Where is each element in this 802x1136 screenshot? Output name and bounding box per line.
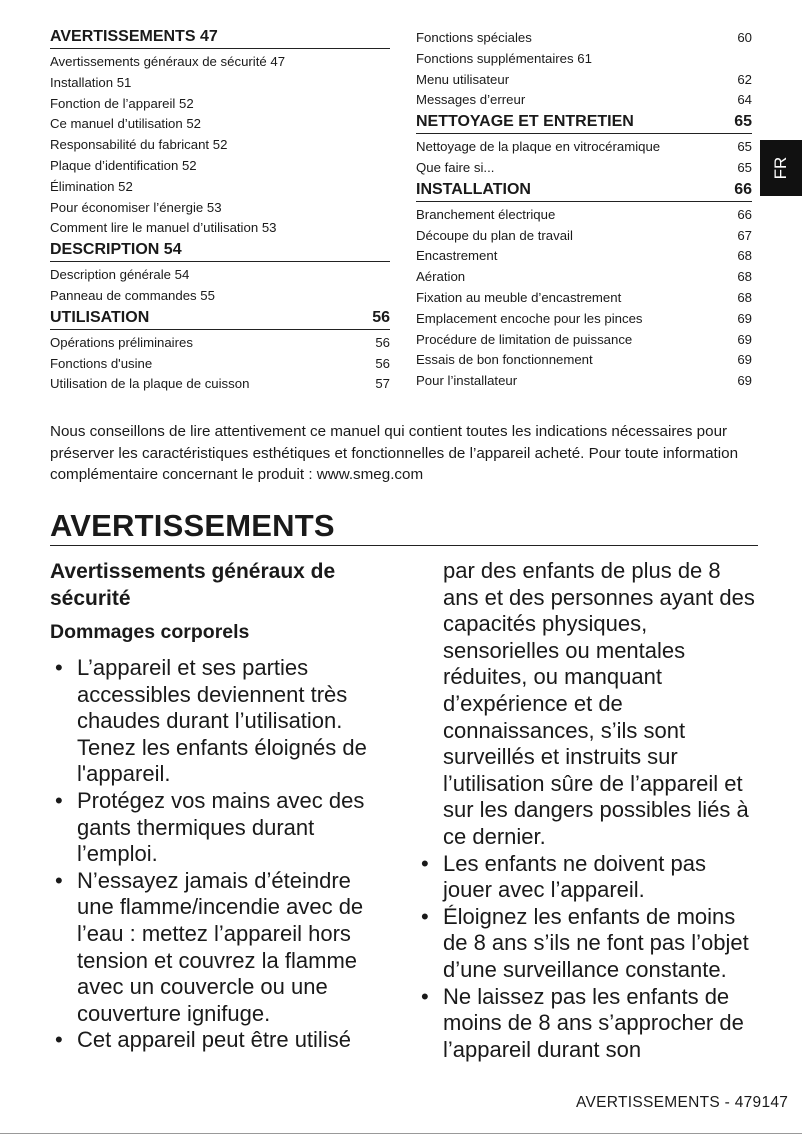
toc-title: Plaque d’identification 52 (50, 157, 197, 173)
bullet-item: • N’essayez jamais d’éteindre une flamme/incendie avec de l’eau : mettez l’appareil hors tension et couvrez la flamme avec un couvercle ou une couverture ignifuge. (50, 868, 390, 1028)
toc-entry (50, 354, 390, 375)
intro-paragraph: Nous conseillons de lire attentivement ce manuel qui contient toutes les indications nécessaires pour préserver les caractéristiques esthétiques et fonctionnelles de l’appareil acheté. Pour toute information complémentaire concernant le produit : www.smeg.com (50, 423, 739, 483)
toc-entry (50, 94, 390, 115)
subsection-title: Avertissements généraux de sécurité (50, 560, 336, 610)
continued-paragraph: par des enfants de plus de 8 ans et des personnes ayant des capacités physiques, sensorielles ou mentales réduites, ou manquant d’expérience et de connaissances, s’ils sont surveillés et instruits sur l’utilisation sûre de l’appareil et sur les dangers possibles liés à ce dernier. (443, 558, 755, 849)
toc-title: Fonctions supplémentaires 61 (416, 50, 592, 66)
toc-title: Fonction de l’appareil 52 (50, 95, 194, 111)
toc-entry (416, 330, 752, 351)
toc-title: Essais de bon fonctionnement (416, 352, 593, 368)
toc-title: DESCRIPTION 54 (50, 241, 182, 259)
toc-entry (416, 205, 752, 226)
toc-entry (416, 158, 752, 179)
toc-entry (416, 90, 752, 111)
toc-page-number: 64 (737, 92, 752, 108)
toc-page-number: 68 (737, 269, 752, 285)
toc-page-number (360, 52, 390, 73)
toc-page-number: 57 (375, 376, 390, 392)
bullet-item: • Cet appareil peut être utilisé (50, 1027, 390, 1054)
toc-entry (50, 135, 390, 156)
toc-title: Fonctions d'usine (50, 355, 153, 371)
toc-title: Responsabilité du fabricant 52 (50, 137, 228, 153)
toc-title: Procédure de limitation de puissance (416, 331, 633, 347)
toc-entry (50, 286, 390, 307)
toc-page-number: 62 (737, 71, 752, 87)
toc-entry (416, 137, 752, 158)
toc-page-number: 68 (737, 248, 752, 264)
bullet-item: • Les enfants ne doivent pas jouer avec l’appareil. (416, 851, 756, 904)
toc-section-heading (50, 28, 390, 49)
toc-page-number (360, 94, 390, 115)
toc-section-heading (416, 179, 752, 202)
toc-page-number: 69 (737, 373, 752, 389)
toc-page-number: 66 (734, 180, 752, 198)
toc-entry (50, 198, 390, 219)
toc-title: Utilisation de la plaque de cuisson (50, 376, 250, 392)
bullet-item: • L’appareil et ses parties accessibles deviennent très chaudes durant l’utilisation. Tenez les enfants éloignés de l'appareil. (50, 655, 390, 788)
toc-page-number: 66 (737, 206, 752, 222)
toc-page-number (360, 135, 390, 156)
toc-page-number (722, 49, 752, 70)
toc-title: Comment lire le manuel d’utilisation 53 (50, 220, 277, 236)
toc-title: Opérations préliminaires (50, 334, 193, 350)
toc-title: NETTOYAGE ET ENTRETIEN (416, 113, 634, 131)
toc-page-number (360, 28, 390, 46)
toc-left-column (50, 28, 390, 395)
toc-title: Que faire si... (416, 159, 495, 175)
toc-title: Aération (416, 269, 466, 285)
toc-title: Découpe du plan de travail (416, 227, 573, 243)
toc-page-number: 65 (734, 113, 752, 131)
toc-entry (50, 333, 390, 354)
toc-page-number: 65 (737, 139, 752, 155)
toc-title: Nettoyage de la plaque en vitrocéramique (416, 139, 661, 155)
toc-entry (416, 288, 752, 309)
toc-title: Fonctions spéciales (416, 30, 532, 45)
toc-entry (416, 267, 752, 288)
toc-page-number: 56 (375, 334, 390, 350)
toc-entry (50, 218, 390, 239)
toc-entry (50, 265, 390, 286)
toc-right-column (416, 28, 752, 392)
toc-title: AVERTISSEMENTS 47 (50, 28, 218, 45)
toc-entry (416, 350, 752, 371)
bullet-item: • Ne laissez pas les enfants de moins de 8 ans s’approcher de l’appareil durant son (416, 984, 756, 1064)
toc-title: INSTALLATION (416, 180, 531, 198)
right-text-column (416, 558, 756, 1063)
page-footer: AVERTISSEMENTS - 479147 (576, 1094, 789, 1111)
toc-entry (50, 52, 390, 73)
toc-page-number (360, 286, 390, 307)
bullet-item: • Protégez vos mains avec des gants thermiques durant l’emploi. (50, 788, 390, 868)
toc-entry (50, 177, 390, 198)
toc-title: Pour économiser l’énergie 53 (50, 199, 222, 215)
toc-page-number: 69 (737, 331, 752, 347)
toc-title: Encastrement (416, 248, 498, 264)
toc-title: Emplacement encoche pour les pinces (416, 310, 643, 326)
language-tab (760, 140, 802, 196)
toc-title: UTILISATION (50, 308, 150, 326)
toc-page-number (360, 265, 390, 286)
toc-entry (50, 156, 390, 177)
right-bullet-list (416, 851, 756, 1064)
toc-entry (416, 70, 752, 91)
toc-title: Menu utilisateur (416, 71, 510, 87)
toc-page-number: 68 (737, 289, 752, 305)
toc-title: Description générale 54 (50, 267, 190, 283)
toc-entry (416, 226, 752, 247)
toc-entry (416, 28, 752, 49)
toc-title: Fixation au meuble d’encastrement (416, 289, 622, 305)
toc-entry (416, 49, 752, 70)
toc-entry (416, 309, 752, 330)
toc-title: Ce manuel d’utilisation 52 (50, 116, 202, 132)
left-text-column (50, 558, 390, 1054)
page-title: AVERTISSEMENTS (50, 508, 758, 546)
toc-page-number (360, 73, 390, 94)
toc-page-number: 56 (372, 308, 390, 326)
toc-entry (50, 73, 390, 94)
toc-entry (50, 374, 390, 395)
toc-page-number: 67 (737, 227, 752, 243)
toc-page-number (360, 156, 390, 177)
toc-title: Installation 51 (50, 74, 132, 90)
bottom-divider (0, 1133, 802, 1134)
toc-title: Branchement électrique (416, 206, 556, 222)
toc-page-number (360, 177, 390, 198)
toc-title: Pour l’installateur (416, 373, 518, 389)
toc-title: Avertissements généraux de sécurité 47 (50, 54, 286, 69)
toc-section-heading (416, 111, 752, 134)
toc-section-heading (50, 307, 390, 330)
toc-page-number (360, 218, 390, 239)
toc-title: Messages d’erreur (416, 92, 526, 108)
toc-page-number (360, 198, 390, 219)
toc-entry (50, 114, 390, 135)
subsubsection-title: Dommages corporels (50, 621, 250, 643)
left-bullet-list (50, 655, 390, 1054)
toc-entry (416, 371, 752, 392)
toc-page-number (360, 241, 390, 259)
toc-page-number: 60 (737, 30, 752, 45)
toc-section-heading (50, 239, 390, 262)
toc-page-number: 56 (375, 355, 390, 371)
toc-page-number (360, 114, 390, 135)
toc-page-number: 69 (737, 310, 752, 326)
toc-title: Élimination 52 (50, 178, 133, 194)
toc-entry (416, 246, 752, 267)
toc-title: Panneau de commandes 55 (50, 287, 215, 303)
toc-page-number: 65 (737, 159, 752, 175)
language-tab-label: FR (771, 156, 790, 180)
toc-page-number: 69 (737, 352, 752, 368)
bullet-item: • Éloignez les enfants de moins de 8 ans s’ils ne font pas l’objet d’une surveillance constante. (416, 904, 756, 984)
